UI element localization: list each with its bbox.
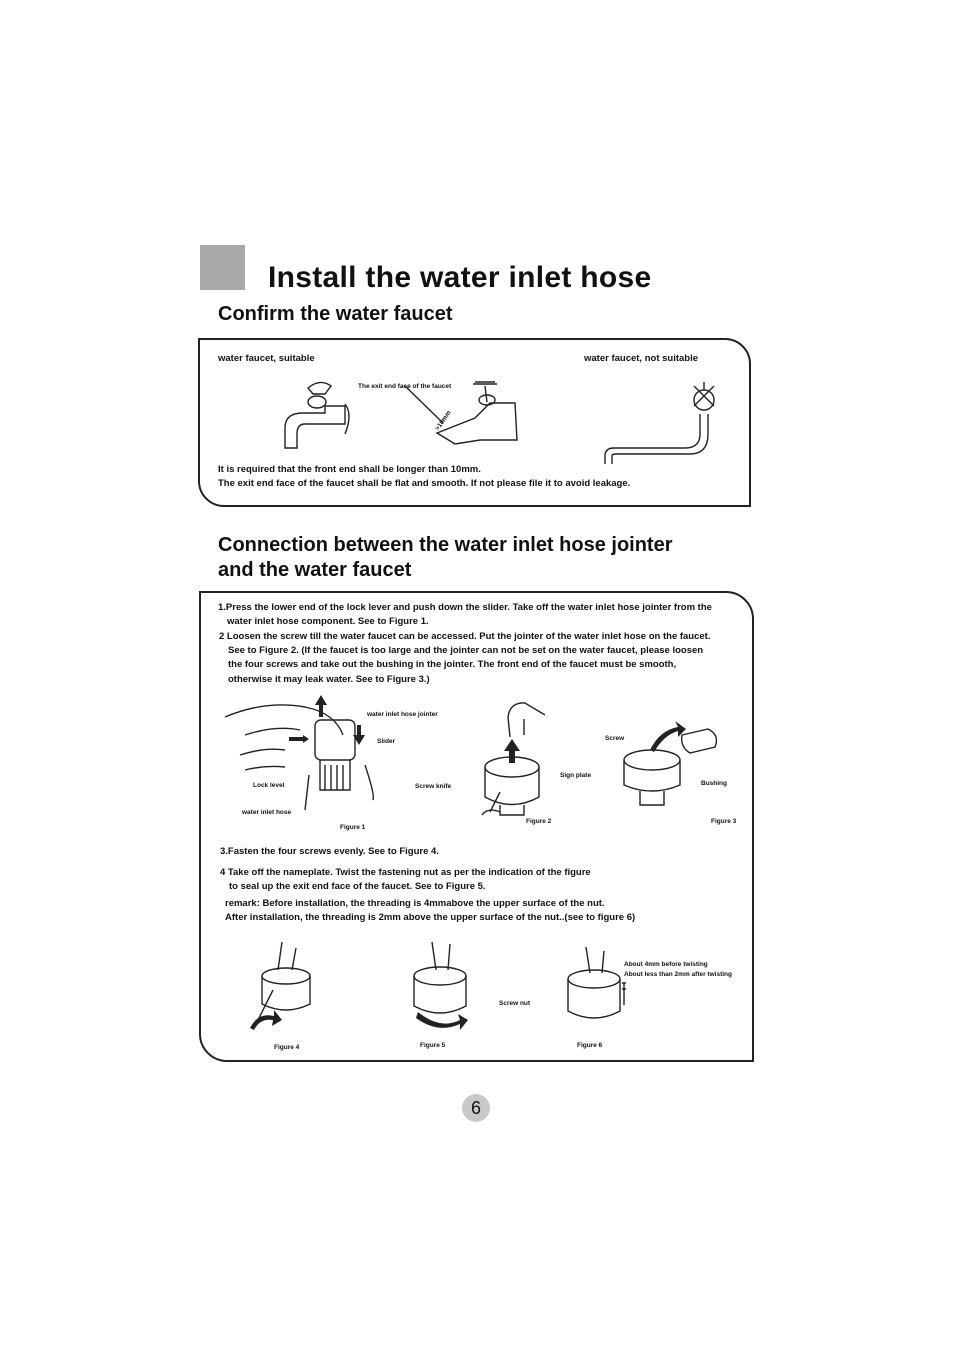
fig6-label-after: About less than 2mm after twisting	[624, 971, 732, 978]
step1-line1: 1.Press the lower end of the lock lever and push down the slider. Take off the water inlet hose jointer from the	[218, 602, 712, 613]
fig3-label-bushing: Bushing	[701, 780, 727, 787]
section-title-line2: and the water faucet	[218, 559, 412, 581]
fig1-label-hose: water inlet hose	[242, 809, 292, 816]
section-title-line1: Connection between the water inlet hose jointer	[218, 534, 673, 556]
remark-line1: remark: Before installation, the threading is 4mmabove the upper surface of the nut.	[225, 898, 605, 909]
fig1-label-slider: Slider	[377, 738, 396, 745]
step2-line2: See to Figure 2. (If the faucet is too large and the jointer can not be set on the water faucet, please loosen	[228, 645, 704, 656]
step4-line1: 4 Take off the nameplate. Twist the fastening nut as per the indication of the figure	[220, 867, 591, 878]
section-title-confirm-faucet: Confirm the water faucet	[218, 303, 453, 325]
label-suitable: water faucet, suitable	[218, 353, 315, 364]
faucet-suitable-1-illustration	[275, 378, 355, 453]
figure2-illustration	[470, 697, 560, 827]
faucet-not-suitable-illustration	[600, 376, 730, 466]
step1-line2: water inlet hose component. See to Figure 1.	[227, 616, 429, 627]
figure5-illustration	[408, 940, 478, 1035]
fig6-caption: Figure 6	[577, 1042, 603, 1049]
note-front-end-length: It is required that the front end shall be longer than 10mm.	[218, 464, 481, 475]
step3-line: 3.Fasten the four screws evenly. See to Figure 4.	[220, 846, 439, 857]
fig6-label-before: About 4mm before twisting	[624, 961, 708, 968]
fig5-label-screw-nut: Screw nut	[499, 1000, 531, 1007]
step2-line4: otherwise it may leak water. See to Figure 3.)	[228, 674, 430, 685]
label-exit-end-face: The exit end face of the faucet	[358, 383, 452, 390]
section-title-connection	[218, 533, 673, 583]
fig3-label-screw: Screw	[605, 735, 625, 742]
figure4-illustration	[248, 940, 318, 1030]
fig2-label-sign-plate: Sign plate	[560, 772, 592, 779]
step2-line3: the four screws and take out the bushing in the jointer. The front end of the faucet must be smooth,	[228, 659, 677, 670]
fig1-label-lock: Lock level	[253, 782, 285, 789]
fig4-caption: Figure 4	[274, 1044, 300, 1051]
fig3-caption: Figure 3	[711, 818, 737, 825]
fig2-caption: Figure 2	[526, 818, 552, 825]
figure3-illustration	[620, 725, 730, 810]
step4-line2: to seal up the exit end face of the faucet. See to Figure 5.	[229, 881, 486, 892]
page-number: 6	[462, 1094, 490, 1122]
fig5-caption: Figure 5	[420, 1042, 446, 1049]
title-marker	[200, 245, 245, 290]
fig1-caption: Figure 1	[340, 824, 366, 831]
remark-line2: After installation, the threading is 2mm above the upper surface of the nut..(see to figure 6)	[225, 912, 636, 923]
fig1-label-jointer: water inlet hose jointer	[367, 711, 438, 718]
fig2-label-screw-knife: Screw knife	[415, 783, 452, 790]
step2-line1: 2 Loosen the screw till the water faucet can be accessed. Put the jointer of the water inlet hose on the faucet.	[219, 631, 711, 642]
label-dimension: >10mm	[434, 409, 453, 433]
page-title: Install the water inlet hose	[268, 261, 652, 294]
note-exit-end-smooth: The exit end face of the faucet shall be flat and smooth. If not please file it to avoid leakage.	[218, 478, 631, 489]
label-not-suitable: water faucet, not suitable	[584, 353, 699, 364]
figure6-illustration	[560, 945, 630, 1030]
figure1-illustration	[225, 695, 385, 820]
faucet-suitable-2-illustration	[435, 378, 525, 448]
